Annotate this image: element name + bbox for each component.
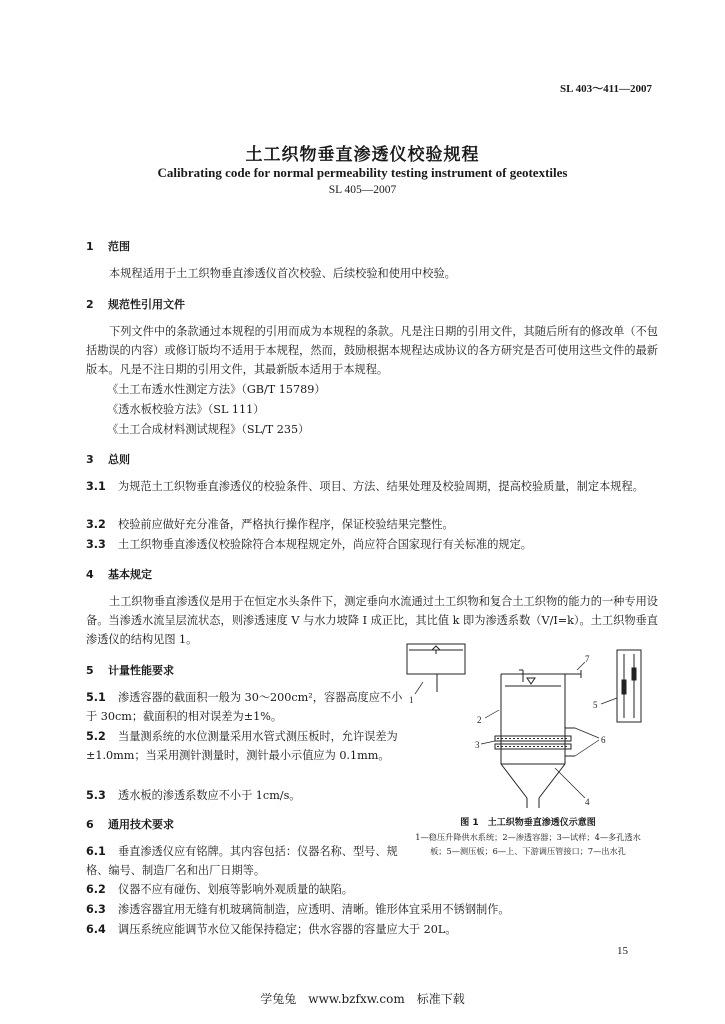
sample-and-porous-plate <box>495 736 571 749</box>
section-4-text: 土工织物垂直渗透仪是用于在恒定水头条件下，测定垂向水流通过土工织物和复合土工织物的能力的一种专用设备。当渗透水流呈层流状态，则渗透速度 V 与水力坡降 I 成正比，其比值 k 即为渗透系数（V/I=k）。土工织物垂直渗透仪的结构见图 1。 <box>86 595 658 646</box>
page-number: 15 <box>617 945 628 957</box>
leader-line <box>577 662 585 670</box>
leader-line <box>555 768 585 798</box>
section-heading-5: 5 计量性能要求 <box>86 664 174 677</box>
footer-watermark: 学兔兔 www.bzfxw.com 标准下载 <box>260 992 465 1006</box>
reference-item: 《土工合成材料测试规程》（SL/T 235） <box>107 423 310 436</box>
figure-caption: 图 1 土工织物垂直渗透仪示意图 <box>460 818 596 828</box>
section-1-text: 本规程适用于土工织物垂直渗透仪首次校验、后续校验和使用中校验。 <box>109 267 456 280</box>
clause: 5.3 透水板的渗透系数应不小于 1cm/s。 <box>86 789 301 802</box>
clause: 6.1 垂直渗透仪应有铭牌。其内容包括：仪器名称、型号、规格、编号、制造厂名和出厂日期等。 <box>86 845 398 877</box>
section-heading-4: 4 基本规定 <box>86 568 152 581</box>
leader-line <box>575 728 599 738</box>
cone-body <box>501 764 565 808</box>
clause: 5.1 渗透容器的截面积一般为 30～200cm²，容器高度应不小于 30cm；截面积的相对误差为±1%。 <box>86 691 403 723</box>
label-6: 6 <box>601 735 606 745</box>
section-heading-3: 3 总则 <box>86 453 130 466</box>
manometer-board <box>617 650 641 722</box>
clause: 3.3 土工织物垂直渗透仪校验除符合本规程规定外，尚应符合国家现行有关标准的规定。 <box>86 538 532 551</box>
label-7: 7 <box>585 654 590 664</box>
leader-line <box>601 698 617 704</box>
section-2-text: 下列文件中的条款通过本规程的引用而成为本规程的条款。凡是注日期的引用文件，其随后所有的修改单（不包括勘误的内容）或修订版均不适用于本规程，然而，鼓励根据本规程达成协议的各方研究是否可使用这些文件的最新版本。凡是不注日期的引用文件，其最新版本适用于本规程。 <box>86 325 658 376</box>
section-heading-6: 6 通用技术要求 <box>86 818 174 831</box>
label-4: 4 <box>585 797 590 807</box>
supply-tank <box>407 644 465 692</box>
clause: 3.1 为规范土工织物垂直渗透仪的校验条件、项目、方法、结果处理及校验周期，提高校验质量，制定本规程。 <box>86 480 644 493</box>
section-heading-2: 2 规范性引用文件 <box>86 298 185 311</box>
standard-number: SL 405—2007 <box>328 184 397 196</box>
leader-line <box>575 740 599 756</box>
clause: 6.2 仪器不应有碰伤、划痕等影响外观质量的缺陷。 <box>86 883 353 896</box>
leader-line <box>481 741 495 744</box>
clause: 5.2 当量测系统的水位测量采用水管式测压板时，允许误差为±1.0mm；当采用测针测量时，测针最小示值应为 0.1mm。 <box>86 730 398 762</box>
reference-item: 《土工布透水性测定方法》（GB/T 15789） <box>107 383 326 396</box>
label-1: 1 <box>409 695 414 705</box>
clause: 6.3 渗透容器宜用无缝有机玻璃筒制造，应透明、清晰。锥形体宜采用不锈钢制作。 <box>86 903 510 916</box>
figure-legend: 1—稳压升降供水系统；2—渗透容器；3—试样；4—多孔透水板；5—测压板；6—上、下游调压管接口；7—出水孔 <box>415 832 641 856</box>
page-title-english: Calibrating code for normal permeability testing instrument of geotextiles <box>157 165 568 180</box>
clause: 3.2 校验前应做好充分准备，严格执行操作程序，保证校验结果完整性。 <box>86 518 454 531</box>
clause: 6.4 调压系统应能调节水位又能保持稳定；供水容器的容量应大于 20L。 <box>86 923 457 936</box>
section-heading-1: 1 范围 <box>86 240 130 253</box>
standard-code: SL 403～411—2007 <box>560 83 652 95</box>
page-title: 土工织物垂直渗透仪校验规程 <box>245 145 480 165</box>
label-5: 5 <box>593 700 598 710</box>
leader-line <box>415 682 423 694</box>
label-3: 3 <box>475 740 480 750</box>
label-2: 2 <box>477 715 482 725</box>
reference-item: 《透水板校验方法》（SL 111） <box>107 403 265 416</box>
permeameter-diagram <box>405 640 655 812</box>
leader-line <box>485 710 499 718</box>
permeameter-cylinder <box>501 670 565 764</box>
